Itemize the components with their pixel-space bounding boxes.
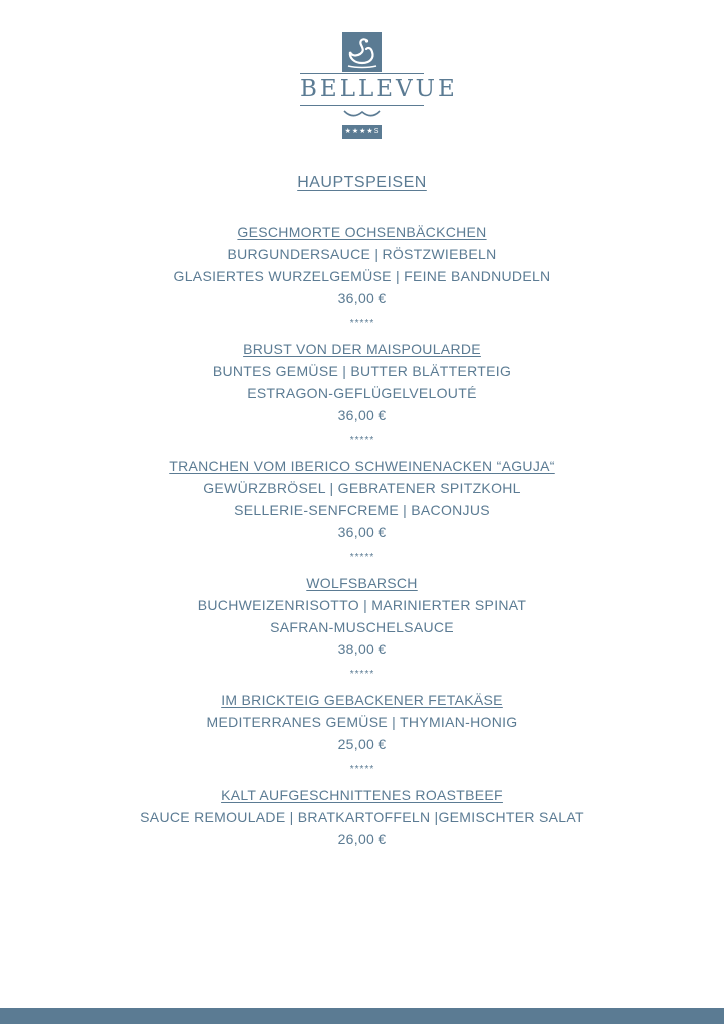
brand-wordmark: BELLEVUE (300, 76, 458, 102)
dish-description: MEDITERRANES GEMÜSE | THYMIAN-HONIG (206, 714, 518, 730)
dish-description: SAFRAN-MUSCHELSAUCE (270, 619, 454, 635)
wave-ornament-icon (342, 106, 382, 116)
dish-description: SELLERIE-SENFCREME | BACONJUS (234, 502, 490, 518)
dish-name: BRUST VON DER MAISPOULARDE (243, 341, 481, 357)
dish-name: KALT AUFGESCHNITTENES ROASTBEEF (221, 787, 503, 803)
dish-price: 38,00 € (337, 641, 387, 657)
dish-description: GLASIERTES WURZELGEMÜSE | FEINE BANDNUDELN (173, 268, 551, 284)
star-rating-badge: ★★★★S (342, 125, 382, 139)
dish-description: BUNTES GEMÜSE | BUTTER BLÄTTERTEIG (212, 363, 512, 379)
dish-description: SAUCE REMOULADE | BRATKARTOFFELN |GEMISCHTER SALAT (140, 809, 584, 825)
dish-name: WOLFSBARSCH (306, 575, 418, 591)
menu-item (0, 221, 724, 309)
separator: ***** (349, 552, 375, 563)
section-title: HAUPTSPEISEN (297, 174, 427, 191)
dish-name: TRANCHEN VOM IBERICO SCHWEINENACKEN “AGUJA“ (169, 458, 555, 474)
separator: ***** (349, 435, 375, 446)
logo-rule-top (300, 73, 424, 74)
menu-list (0, 221, 724, 850)
menu-item (0, 784, 724, 850)
dish-description: ESTRAGON-GEFLÜGELVELOUTÉ (247, 385, 477, 401)
dish-description: BURGUNDERSAUCE | RÖSTZWIEBELN (227, 246, 497, 262)
separator: ***** (349, 764, 375, 775)
dish-price: 25,00 € (337, 736, 387, 752)
swan-emblem-icon (342, 32, 382, 72)
dish-price: 36,00 € (337, 290, 387, 306)
dish-name: IM BRICKTEIG GEBACKENER FETAKÄSE (221, 692, 503, 708)
menu-item (0, 455, 724, 543)
dish-name: GESCHMORTE OCHSENBÄCKCHEN (237, 224, 487, 240)
separator: ***** (349, 669, 375, 680)
dish-price: 36,00 € (337, 407, 387, 423)
dish-price: 26,00 € (337, 831, 387, 847)
separator: ***** (349, 318, 375, 329)
dish-description: GEWÜRZBRÖSEL | GEBRATENER SPITZKOHL (203, 480, 521, 496)
bellevue-logo (300, 32, 458, 140)
menu-item (0, 338, 724, 426)
dish-price: 36,00 € (337, 524, 387, 540)
footer-bar (0, 1008, 724, 1024)
menu-item (0, 689, 724, 755)
dish-description: BUCHWEIZENRISOTTO | MARINIERTER SPINAT (197, 597, 527, 613)
menu-item (0, 572, 724, 660)
